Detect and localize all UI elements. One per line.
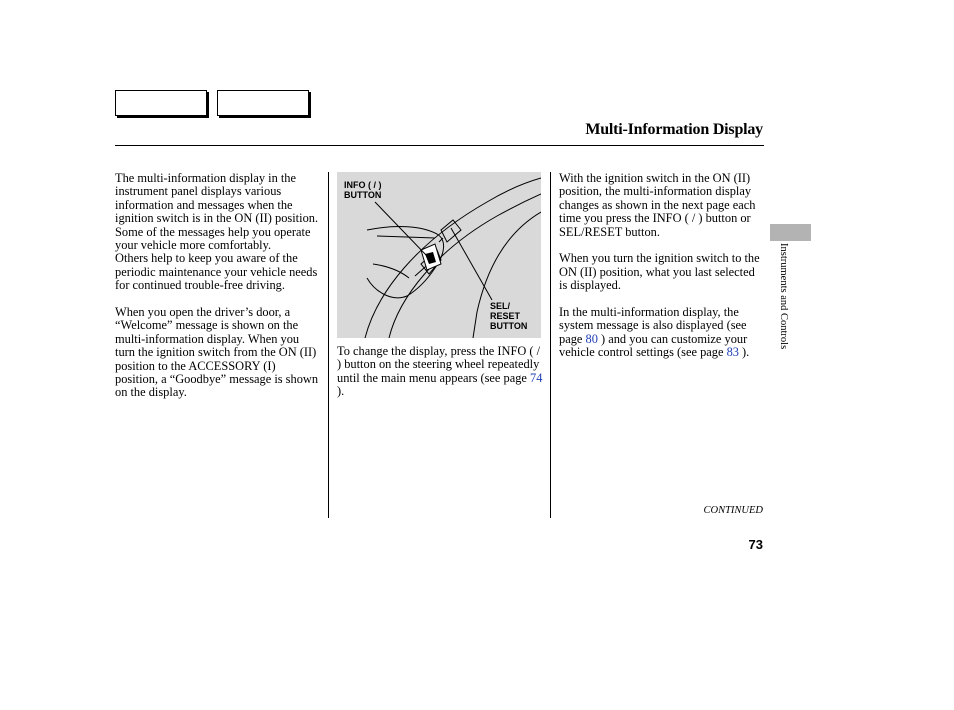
paragraph: With the ignition switch in the ON (II) position, the multi-information display changes as shown in the next page each time you press the INFO ( / ) button or SEL/RESET button. — [559, 171, 756, 239]
sel-reset-button-label: SEL/ RESET BUTTON — [490, 301, 528, 331]
paragraph: Others help to keep you aware of the periodic maintenance your vehicle needs for continued trouble-free driving. — [115, 251, 318, 293]
page-title: Multi-Information Display — [585, 121, 763, 138]
text-column-3 — [559, 172, 764, 360]
nav-tab-index[interactable] — [217, 90, 309, 116]
paragraph: The multi-information display in the instrument panel displays various information and messages when the ignition switch is in the ON (II) position. Some of the messages help you operate your vehicle more comfortably. — [115, 171, 319, 253]
paragraph: When you open the driver’s door, a “Welcome” message is shown on the multi-information display. When you turn the ignition switch from the ON (II) position to the ACCESSORY (I) position, a “Goodbye” message is shown on the display. — [115, 305, 319, 400]
paragraph: In the multi-information display, the system message is also displayed (see page 80 ) and you can customize your vehicle control settings (see page 83 ). — [559, 305, 750, 360]
title-divider — [115, 145, 764, 146]
text-column-2 — [337, 345, 543, 399]
nav-tab-main-menu[interactable] — [115, 90, 207, 116]
section-tab[interactable] — [770, 224, 811, 241]
column-divider — [550, 172, 551, 518]
column-divider — [328, 172, 329, 518]
page-link-80[interactable]: 80 — [585, 331, 598, 346]
page-link-74[interactable]: 74 — [530, 370, 543, 385]
page-link-83[interactable]: 83 — [726, 345, 739, 360]
section-tab-label: Instruments and Controls — [778, 243, 789, 350]
paragraph: When you turn the ignition switch to the ON (II) position, what you last selected is displayed. — [559, 251, 760, 293]
continued-note: CONTINUED — [703, 505, 763, 516]
text-column-1 — [115, 172, 321, 400]
steering-wheel-buttons-figure — [337, 172, 541, 338]
page-number: 73 — [748, 537, 763, 552]
info-button-label: INFO ( / ) BUTTON — [344, 180, 382, 200]
paragraph: To change the display, press the INFO ( / ) button on the steering wheel repeatedly until the main menu appears (see page 74 ). — [337, 344, 543, 399]
